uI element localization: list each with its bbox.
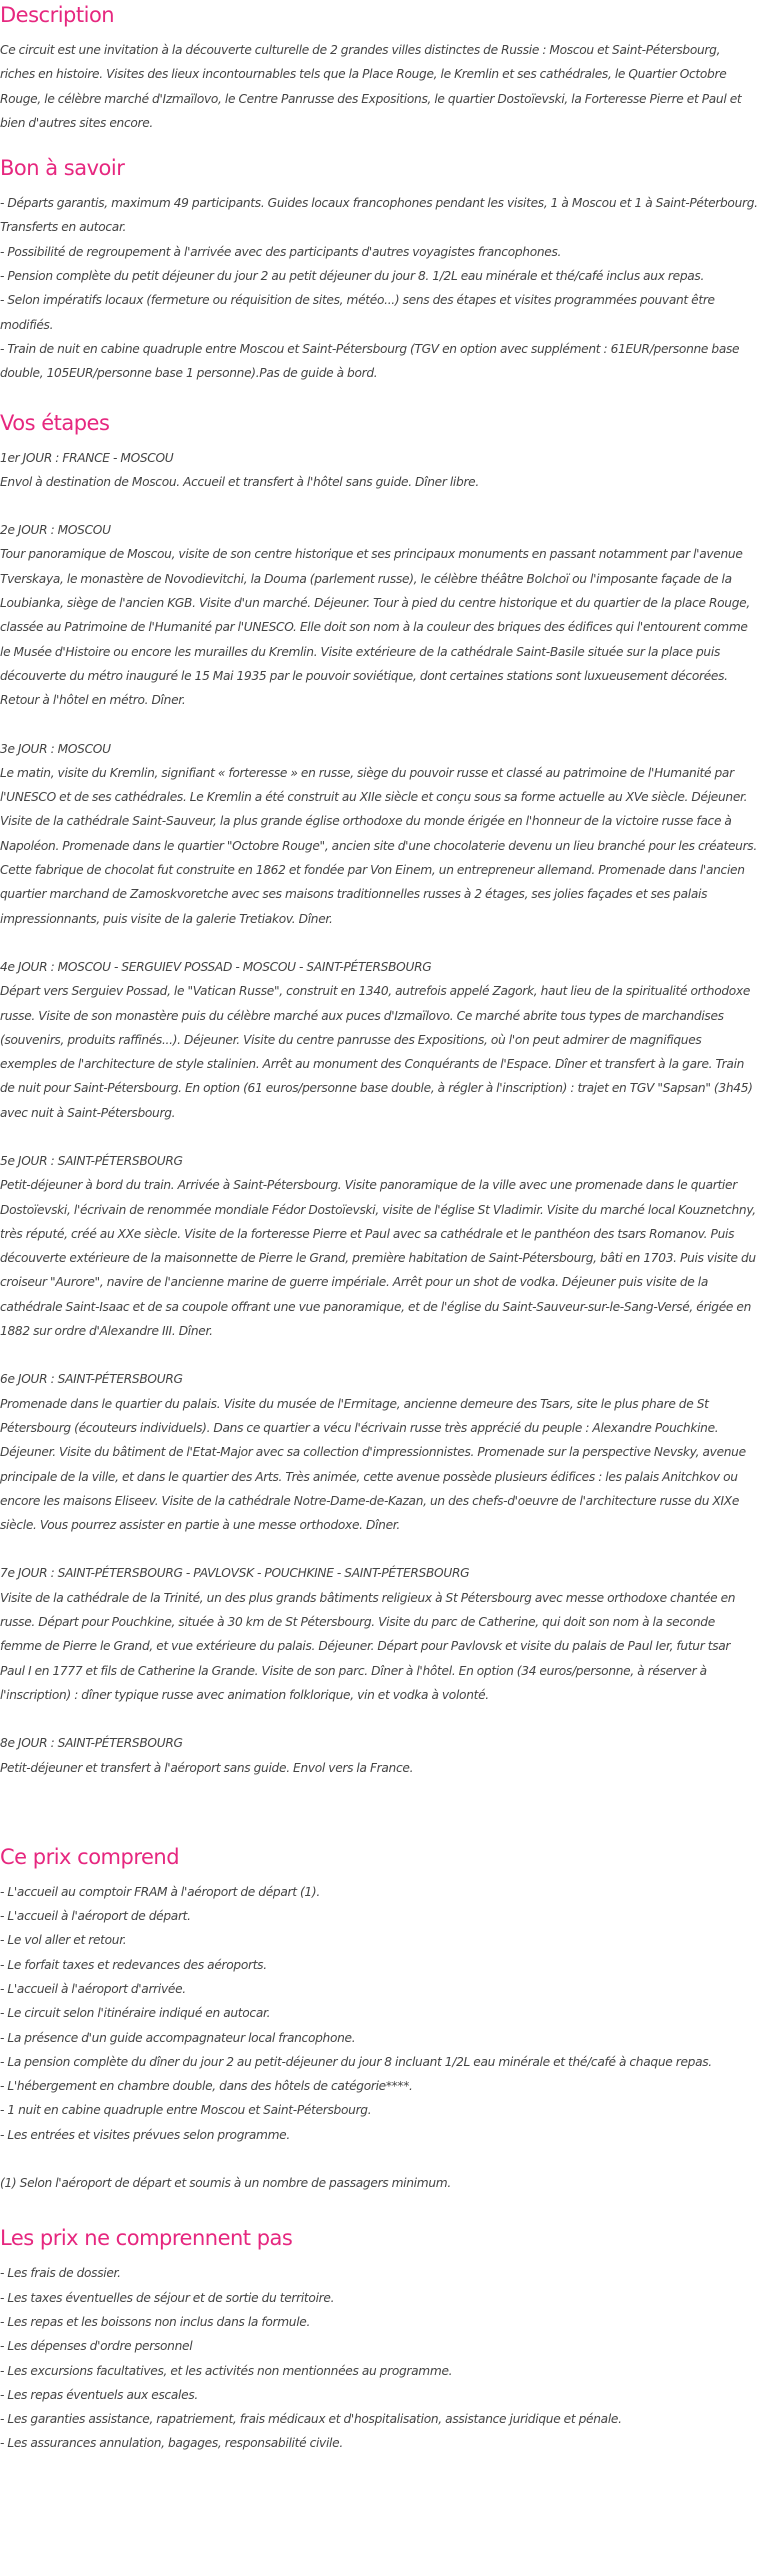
day-title: 7e JOUR : SAINT-PÉTERSBOURG - PAVLOVSK - POUCHKINE - SAINT-PÉTERSBOURG xyxy=(0,1566,470,1581)
price-excludes-item: - Les excursions facultatives, et les activités non mentionnées au programme. xyxy=(0,2363,453,2378)
price-includes-section xyxy=(0,1844,758,2196)
day-title: 1er JOUR : FRANCE - MOSCOU xyxy=(0,450,174,465)
good-to-know-item: - Possibilité de regroupement à l'arrivée avec des participants d'autres voyagistes francophones. xyxy=(0,244,562,259)
price-excludes-item: - Les assurances annulation, bagages, responsabilité civile. xyxy=(0,2436,343,2451)
good-to-know-list xyxy=(0,191,758,385)
description-text: Ce circuit est une invitation à la découverte culturelle de 2 grandes villes distinctes de Russie : Moscou et Saint-Pétersbourg, riches en histoire. Visites des lieux incontournables tels que la Place Rouge, le Kremlin et ses cathédrales, le Quartier Octobre Rouge, le célèbre marché d'Izmaïlovo, le Centre Panrusse des Expositions, le quartier Dostoïevski, la Forteresse Pierre et Paul et bien d'autres sites encore. xyxy=(0,43,742,130)
good-to-know-item: - Pension complète du petit déjeuner du jour 2 au petit déjeuner du jour 8. 1/2L eau minérale et thé/café inclus aux repas. xyxy=(0,269,705,284)
price-includes-item: - Le circuit selon l'itinéraire indiqué en autocar. xyxy=(0,2006,271,2021)
description-heading: Description xyxy=(0,3,115,27)
price-includes-item: - Les entrées et visites prévues selon programme. xyxy=(0,2127,290,2142)
good-to-know-section xyxy=(0,155,758,385)
price-includes-item: - La présence d'un guide accompagnateur local francophone. xyxy=(0,2030,356,2045)
price-includes-item: - La pension complète du dîner du jour 2 au petit-déjeuner du jour 8 incluant 1/2L eau minérale et thé/café à chaque repas. xyxy=(0,2054,712,2069)
itinerary-day xyxy=(0,1149,758,1343)
itinerary-day xyxy=(0,1367,758,1537)
day-title: 4e JOUR : MOSCOU - SERGUIEV POSSAD - MOSCOU - SAINT-PÉTERSBOURG xyxy=(0,959,432,974)
price-excludes-item: - Les repas éventuels aux escales. xyxy=(0,2387,198,2402)
day-title: 2e JOUR : MOSCOU xyxy=(0,523,111,538)
good-to-know-heading: Bon à savoir xyxy=(0,156,125,181)
price-excludes-section xyxy=(0,2225,758,2455)
price-includes-list xyxy=(0,1880,758,2147)
price-excludes-heading: Les prix ne comprennent pas xyxy=(0,2226,293,2251)
day-description: Promenade dans le quartier du palais. Visite du musée de l'Ermitage, ancienne demeure des Tsars, site le plus phare de St Pétersbourg (écouteurs individuels). Dans ce quartier a vécu l'écrivain russe très apprécié du peuple : Alexandre Pouchkine. Déjeuner. Visite du bâtiment de l'Etat-Major avec sa collection d'impressionnistes. Promenade sur la perspective Nevsky, avenue principale de la ville, et dans le quartier des Arts. Très animée, cette avenue possède plusieurs édifices : les palais Anitchkov ou encore les maisons Eliseev. Visite de la cathédrale Notre-Dame-de-Kazan, un des chefs-d'oeuvre de l'architecture russe du XIXe siècle. Vous pourrez assister en partie à une messe orthodoxe. Dîner. xyxy=(0,1396,746,1533)
price-excludes-item: - Les taxes éventuelles de séjour et de sortie du territoire. xyxy=(0,2290,335,2305)
price-includes-item: - L'accueil à l'aéroport de départ. xyxy=(0,1909,191,1924)
price-includes-item: - L'accueil au comptoir FRAM à l'aéroport de départ (1). xyxy=(0,1884,320,1899)
price-excludes-item: - Les repas et les boissons non inclus dans la formule. xyxy=(0,2314,311,2329)
itinerary-day xyxy=(0,446,758,495)
day-description: Le matin, visite du Kremlin, signifiant « forteresse » en russe, siège du pouvoir russe et classé au patrimoine de l'Humanité par l'UNESCO et de ses cathédrales. Le Kremlin a été construit au XIIe siècle et conçu sous sa forme actuelle au XVe siècle. Déjeuner. Visite de la cathédrale Saint-Sauveur, la plus grande église orthodoxe du monde érigée en l'honneur de la victoire russe face à Napoléon. Promenade dans le quartier "Octobre Rouge", ancien site d'une chocolaterie devenu un lieu branché pour les créateurs. Cette fabrique de chocolat fut construite en 1862 et fondée par Von Einem, un entrepreneur allemand. Promenade dans l'ancien quartier marchand de Zamoskvoretche avec ses maisons traditionnelles russes à 2 étages, ses jolies façades et ses palais impressionnants, puis visite de la galerie Tretiakov. Dîner. xyxy=(0,765,757,926)
itinerary-day xyxy=(0,518,758,712)
day-title: 6e JOUR : SAINT-PÉTERSBOURG xyxy=(0,1372,183,1387)
itinerary-day xyxy=(0,737,758,931)
itinerary-day xyxy=(0,1731,758,1780)
price-excludes-item: - Les garanties assistance, rapatriement, frais médicaux et d'hospitalisation, assistance juridique et pénale. xyxy=(0,2412,622,2427)
good-to-know-item: - Train de nuit en cabine quadruple entre Moscou et Saint-Pétersbourg (TGV en option avec supplément : 61EUR/personne base double, 105EUR/personne base 1 personne).Pas de guide à bord. xyxy=(0,341,740,381)
day-description: Envol à destination de Moscou. Accueil et transfert à l'hôtel sans guide. Dîner libre. xyxy=(0,474,479,489)
price-includes-item: - 1 nuit en cabine quadruple entre Moscou et Saint-Pétersbourg. xyxy=(0,2103,372,2118)
day-title: 3e JOUR : MOSCOU xyxy=(0,741,111,756)
description-section xyxy=(0,0,758,135)
day-title: 8e JOUR : SAINT-PÉTERSBOURG xyxy=(0,1736,183,1751)
price-excludes-list xyxy=(0,2261,758,2455)
good-to-know-item: - Départs garantis, maximum 49 participants. Guides locaux francophones pendant les visites, 1 à Moscou et 1 à Saint-Péterbourg. Transferts en autocar. xyxy=(0,196,758,235)
day-description: Petit-déjeuner à bord du train. Arrivée à Saint-Pétersbourg. Visite panoramique de la ville avec une promenade dans le quartier Dostoïevski, l'écrivain de renommée mondiale Fédor Dostoïevski, visite de l'église St Vladimir. Visite du marché local Kouznetchny, très réputé, créé au XXe siècle. Visite de la forteresse Pierre et Paul avec sa cathédrale et le panthéon des tsars Romanov. Puis découverte extérieure de la maisonnette de Pierre le Grand, première habitation de Saint-Pétersbourg, bâti en 1703. Puis visite du croiseur "Aurore", navire de l'ancienne marine de guerre impériale. Arrêt pour un shot de vodka. Déjeuner puis visite de la cathédrale Saint-Isaac et de sa coupole offrant une vue panoramique, et de l'église du Saint-Sauveur-sur-le-Sang-Versé, érigée en 1882 sur ordre d'Alexandre III. Dîner. xyxy=(0,1178,756,1339)
price-includes-item: - L'accueil à l'aéroport d'arrivée. xyxy=(0,1982,186,1996)
day-description: Petit-déjeuner et transfert à l'aéroport sans guide. Envol vers la France. xyxy=(0,1760,414,1775)
price-excludes-item: - Les frais de dossier. xyxy=(0,2266,121,2281)
price-includes-footnote: (1) Selon l'aéroport de départ et soumis à un nombre de passagers minimum. xyxy=(0,2176,451,2191)
day-description: Visite de la cathédrale de la Trinité, un des plus grands bâtiments religieux à St Pétersbourg avec messe orthodoxe chantée en russe. Départ pour Pouchkine, située à 30 km de St Pétersbourg. Visite du parc de Catherine, qui doit son nom à la seconde femme de Pierre le Grand, et vue extérieure du palais. Déjeuner. Départ pour Pavlovsk et visite du palais de Paul Ier, futur tsar Paul I en 1777 et fils de Catherine la Grande. Visite de son parc. Dîner à l'hôtel. En option (34 euros/personne, à réserver à l'inscription) : dîner typique russe avec animation folklorique, vin et vodka à volonté. xyxy=(0,1590,736,1702)
itinerary-section xyxy=(0,410,758,1780)
good-to-know-item: - Selon impératifs locaux (fermeture ou réquisition de sites, météo...) sens des étapes et visites programmées pouvant être modifiés. xyxy=(0,293,715,332)
day-title: 5e JOUR : SAINT-PÉTERSBOURG xyxy=(0,1153,183,1168)
itinerary-heading: Vos étapes xyxy=(0,410,110,435)
price-includes-item: - L'hébergement en chambre double, dans des hôtels de catégorie****. xyxy=(0,2079,413,2094)
day-description: Départ vers Serguiev Possad, le "Vatican Russe", construit en 1340, autrefois appelé Zagork, haut lieu de la spiritualité orthodoxe russe. Visite de son monastère puis du célèbre marché aux puces d'Izmaïlovo. Ce marché abrite tous types de marchandises (souvenirs, produits raffinés...). Déjeuner. Visite du centre panrusse des Expositions, où l'on peut admirer de magnifiques exemples de l'architecture de style stalinien. Arrêt au monument des Conquérants de l'Espace. Dîner et transfert à la gare. Train de nuit pour Saint-Pétersbourg. En option (61 euros/personne base double, à régler à l'inscription) : trajet en TGV "Sapsan" (3h45) avec nuit à Saint-Pétersbourg. xyxy=(0,984,753,1120)
day-description: Tour panoramique de Moscou, visite de son centre historique et ses principaux monuments en passant notamment par l'avenue Tverskaya, le monastère de Novodievitchi, la Douma (parlement russe), le célèbre théâtre Bolchoï ou l'imposante façade de la Loubianka, siège de l'ancien KGB. Visite d'un marché. Déjeuner. Tour à pied du centre historique et du quartier de la place Rouge, classée au Patrimoine de l'Humanité par l'UNESCO. Elle doit son nom à la couleur des briques des édifices qui l'entourent comme le Musée d'Histoire ou encore les murailles du Kremlin. Visite extérieure de la cathédrale Saint-Basile située sur la place puis découverte du métro inauguré le 15 Mai 1935 par le pouvoir soviétique, dont certaines stations sont luxueusement décorées. Retour à l'hôtel en métro. Dîner. xyxy=(0,547,750,708)
price-includes-item: - Le forfait taxes et redevances des aéroports. xyxy=(0,1957,267,1972)
itinerary-day xyxy=(0,1561,758,1707)
price-includes-heading: Ce prix comprend xyxy=(0,1844,180,1869)
price-excludes-item: - Les dépenses d'ordre personnel xyxy=(0,2339,193,2354)
price-includes-item: - Le vol aller et retour. xyxy=(0,1933,127,1948)
itinerary-day xyxy=(0,955,758,1125)
